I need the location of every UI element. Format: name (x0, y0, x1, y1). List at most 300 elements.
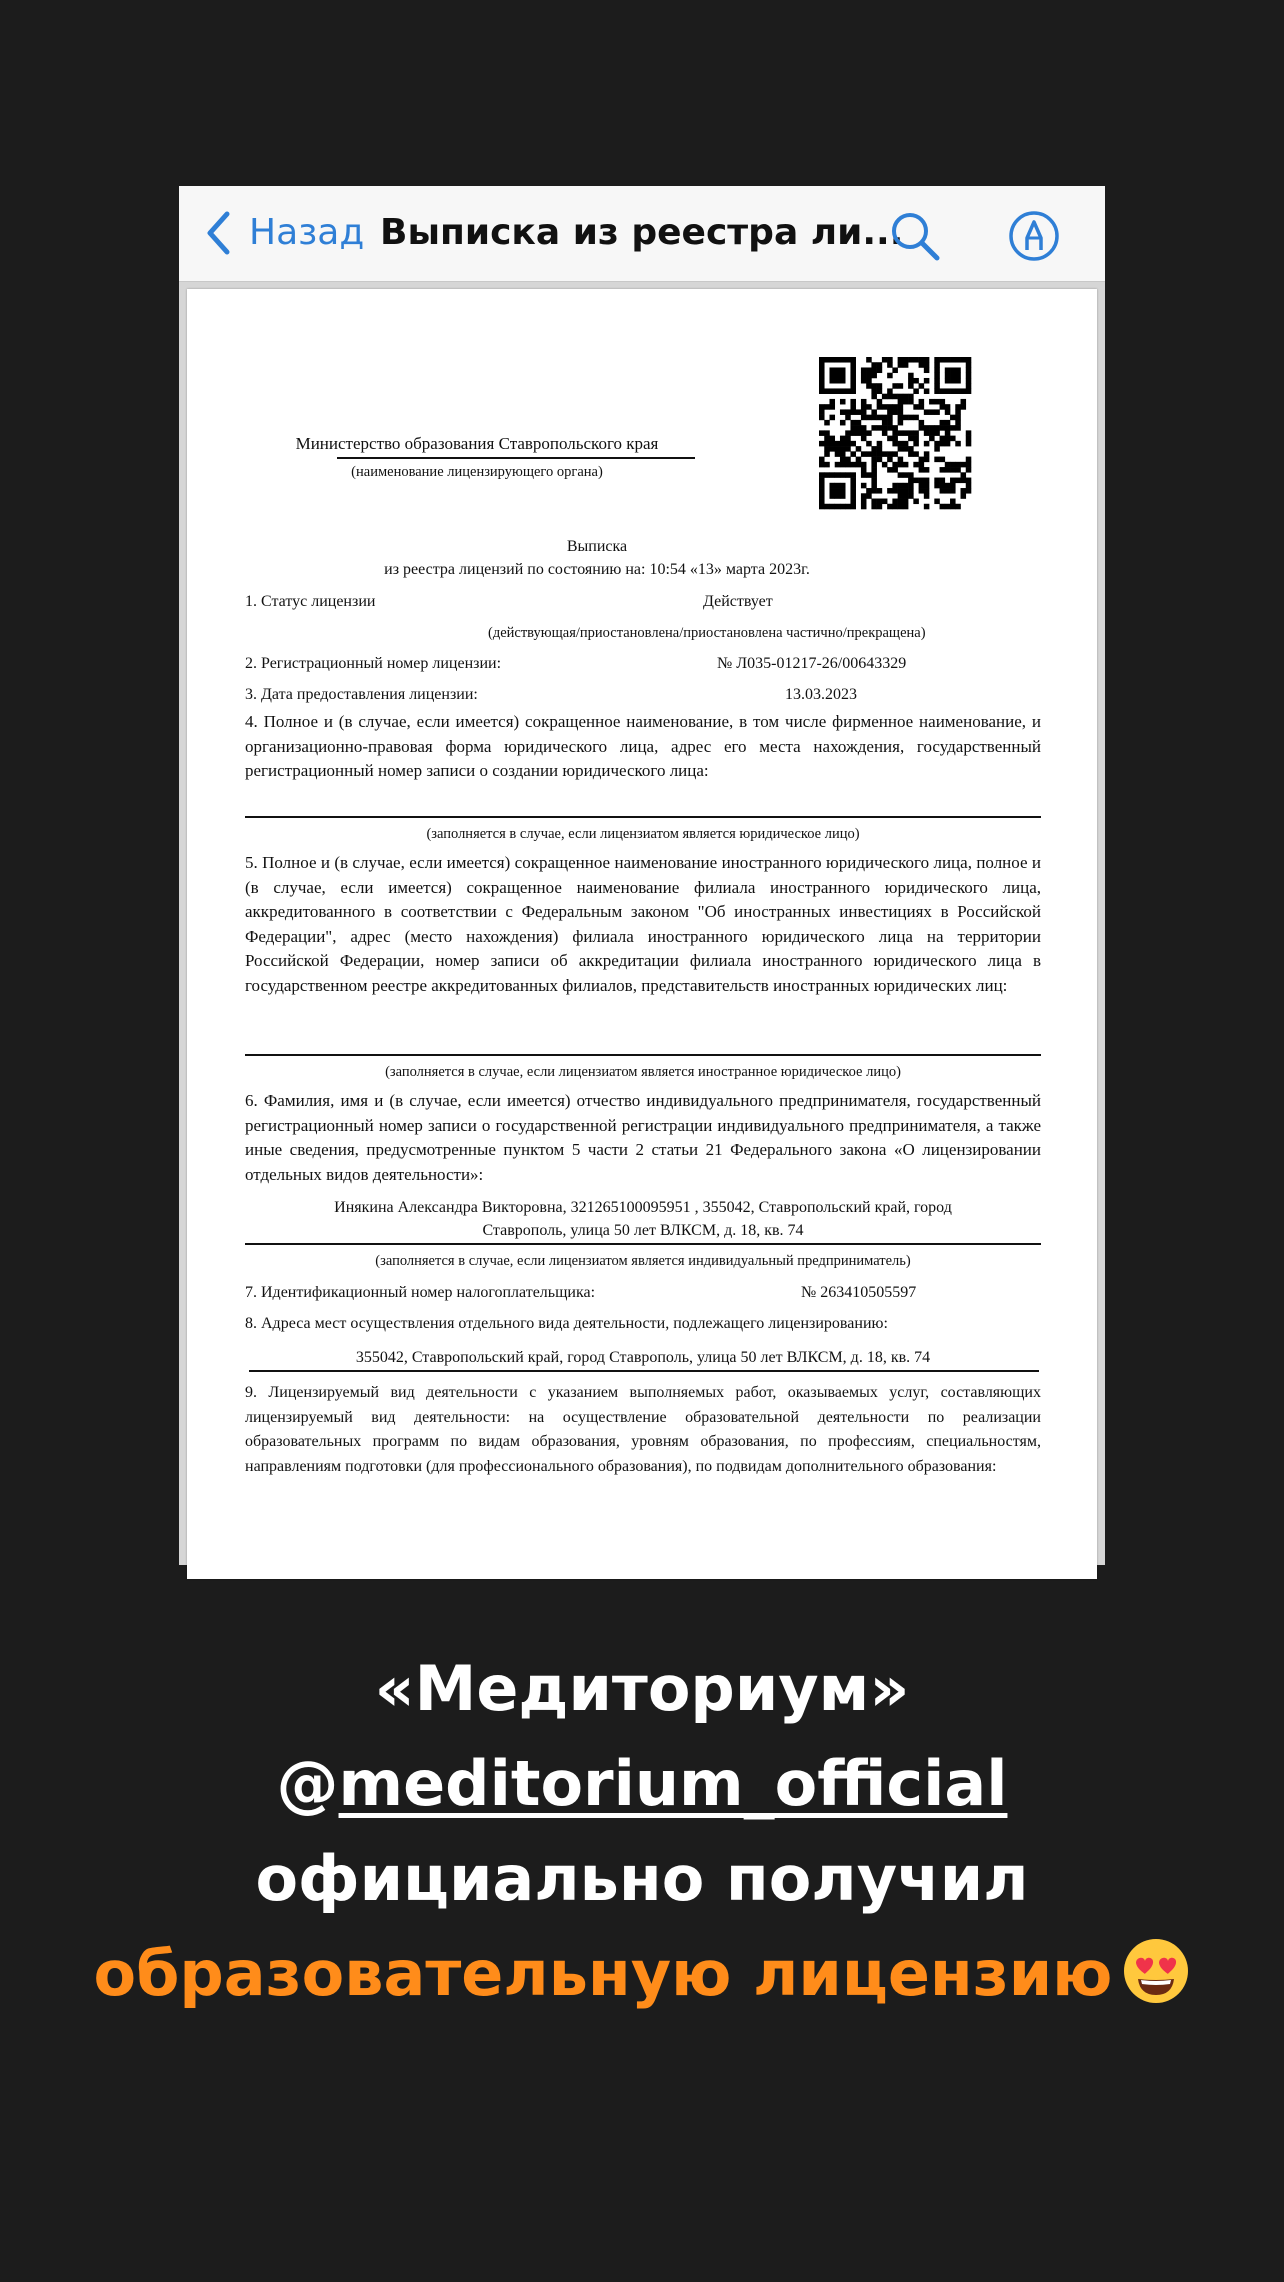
qr-module (892, 394, 898, 400)
qr-module (934, 378, 940, 384)
qr-module (850, 409, 856, 415)
qr-module (866, 488, 872, 494)
qr-module (866, 378, 872, 384)
qr-module (829, 367, 835, 373)
qr-module (892, 367, 898, 373)
qr-module (961, 462, 967, 468)
qr-module (898, 383, 904, 389)
qr-module (829, 373, 835, 379)
search-icon[interactable] (887, 208, 943, 264)
qr-module (819, 499, 825, 505)
item1-value: Действует (703, 593, 773, 610)
qr-module (955, 478, 961, 484)
qr-module (829, 504, 835, 510)
qr-module (945, 467, 951, 473)
qr-module (856, 457, 862, 463)
qr-module (845, 462, 851, 468)
qr-module (829, 493, 835, 499)
qr-module (835, 388, 841, 394)
qr-module (945, 425, 951, 431)
qr-module (829, 446, 835, 452)
item4-line (245, 816, 1041, 818)
qr-module (871, 388, 877, 394)
qr-module (871, 446, 877, 452)
qr-module (840, 462, 846, 468)
qr-module (919, 404, 925, 410)
qr-module (929, 399, 935, 405)
qr-module (940, 488, 946, 494)
qr-module (840, 409, 846, 415)
qr-module (924, 430, 930, 436)
qr-module (887, 373, 893, 379)
qr-module (866, 472, 872, 478)
qr-module (871, 472, 877, 478)
qr-module (898, 483, 904, 489)
qr-module (871, 478, 877, 484)
qr-module (903, 415, 909, 421)
qr-module (924, 378, 930, 384)
qr-module (945, 388, 951, 394)
qr-module (840, 483, 846, 489)
qr-module (866, 451, 872, 457)
qr-module (908, 436, 914, 442)
qr-module (850, 430, 856, 436)
qr-module (898, 488, 904, 494)
qr-module (892, 467, 898, 473)
qr-module (966, 467, 972, 473)
qr-module (908, 399, 914, 405)
qr-module (924, 425, 930, 431)
qr-module (871, 457, 877, 463)
qr-module (861, 499, 867, 505)
qr-module (940, 388, 946, 394)
item9-text: 9. Лицензируемый вид деятельности с указанием выполняемых работ, оказываемых услуг, составляющих лицензируемый вид деятельности: на осуществление образовательной деятельности по реализации образовательных программ по видам образования, уровням образования, по профессиям, специальностям, направлениям подготовки (для профессионального образования), по подвидам дополнительного образования: (245, 1384, 1041, 1475)
qr-module (966, 378, 972, 384)
qr-module (850, 488, 856, 494)
qr-module (934, 409, 940, 415)
qr-module (819, 441, 825, 447)
qr-module (819, 478, 825, 484)
qr-module (903, 394, 909, 400)
ministry-name: Министерство образования Ставропольского края (295, 434, 659, 453)
qr-module (829, 388, 835, 394)
qr-module (961, 404, 967, 410)
qr-module (824, 441, 830, 447)
qr-module (871, 367, 877, 373)
item3-label: 3. Дата предоставления лицензии: (245, 686, 478, 703)
qr-module (840, 457, 846, 463)
qr-module (950, 483, 956, 489)
qr-module (945, 404, 951, 410)
qr-module (934, 478, 940, 484)
qr-module (877, 425, 883, 431)
qr-module (824, 430, 830, 436)
qr-module (955, 378, 961, 384)
qr-module (850, 357, 856, 363)
qr-module (934, 373, 940, 379)
qr-module (877, 388, 883, 394)
qr-module (919, 383, 925, 389)
qr-module (856, 420, 862, 426)
qr-module (845, 472, 851, 478)
qr-module (840, 357, 846, 363)
qr-module (908, 483, 914, 489)
qr-module (840, 388, 846, 394)
qr-module (861, 451, 867, 457)
qr-module (835, 483, 841, 489)
qr-module (898, 493, 904, 499)
qr-module (955, 420, 961, 426)
qr-module (940, 425, 946, 431)
qr-module (961, 478, 967, 484)
qr-module (961, 472, 967, 478)
qr-module (835, 367, 841, 373)
qr-module (898, 415, 904, 421)
qr-module (908, 383, 914, 389)
item7-value: № 263410505597 (801, 1284, 917, 1301)
qr-module (871, 499, 877, 505)
qr-module (924, 357, 930, 363)
qr-module (861, 399, 867, 405)
qr-module (924, 478, 930, 484)
qr-module (913, 415, 919, 421)
qr-module (934, 383, 940, 389)
qr-module (835, 357, 841, 363)
qr-module (861, 436, 867, 442)
qr-module (887, 404, 893, 410)
qr-module (887, 388, 893, 394)
qr-module (934, 441, 940, 447)
qr-module (887, 420, 893, 426)
qr-module (824, 436, 830, 442)
qr-module (882, 451, 888, 457)
qr-module (856, 430, 862, 436)
qr-module (835, 446, 841, 452)
qr-module (819, 373, 825, 379)
qr-module (903, 493, 909, 499)
qr-module (934, 483, 940, 489)
qr-module (824, 451, 830, 457)
item6-value-line1: Инякина Александра Викторовна, 321265100095951 , 355042, Ставропольский край, город (334, 1199, 952, 1216)
qr-module (840, 436, 846, 442)
instagram-handle-link[interactable]: meditorium_official (338, 1747, 1008, 1820)
qr-module (913, 441, 919, 447)
qr-module (919, 357, 925, 363)
item3-value: 13.03.2023 (785, 686, 857, 703)
markup-pen-icon[interactable] (1006, 208, 1062, 264)
caption-line2 (0, 1736, 1284, 1831)
qr-module (919, 457, 925, 463)
qr-module (950, 373, 956, 379)
qr-module (955, 425, 961, 431)
qr-module (908, 451, 914, 457)
qr-module (866, 415, 872, 421)
qr-module (950, 388, 956, 394)
qr-module (887, 409, 893, 415)
qr-module (850, 420, 856, 426)
qr-module (845, 436, 851, 442)
qr-module (966, 373, 972, 379)
qr-module (835, 462, 841, 468)
qr-module (819, 404, 825, 410)
qr-module (877, 399, 883, 405)
qr-module (955, 357, 961, 363)
qr-module (961, 399, 967, 405)
qr-module (903, 504, 909, 510)
item8-label: 8. Адреса мест осуществления отдельного вида деятельности, подлежащего лицензированию: (245, 1315, 888, 1332)
qr-module (955, 415, 961, 421)
qr-module (850, 404, 856, 410)
qr-module (861, 367, 867, 373)
qr-module (819, 483, 825, 489)
qr-module (892, 436, 898, 442)
qr-module (877, 488, 883, 494)
qr-module (940, 504, 946, 510)
qr-module (856, 462, 862, 468)
qr-module (945, 367, 951, 373)
pdf-viewer-screenshot (179, 186, 1105, 1565)
qr-module (866, 441, 872, 447)
qr-module (898, 462, 904, 468)
qr-module (924, 488, 930, 494)
qr-module (934, 357, 940, 363)
qr-module (892, 504, 898, 510)
qr-module (892, 499, 898, 505)
qr-module (950, 425, 956, 431)
qr-module (871, 415, 877, 421)
qr-module (850, 478, 856, 484)
qr-module (924, 409, 930, 415)
qr-module (913, 404, 919, 410)
qr-module (845, 415, 851, 421)
qr-module (929, 430, 935, 436)
qr-module (829, 488, 835, 494)
qr-module (945, 373, 951, 379)
qr-module (908, 472, 914, 478)
qr-module (835, 441, 841, 447)
qr-module (934, 457, 940, 463)
qr-module (934, 388, 940, 394)
qr-module (955, 404, 961, 410)
item8-line (249, 1370, 1039, 1372)
qr-module (966, 462, 972, 468)
qr-module (903, 483, 909, 489)
qr-module (919, 478, 925, 484)
qr-module (850, 367, 856, 373)
qr-module (882, 357, 888, 363)
qr-module (824, 446, 830, 452)
caption-line4-text: образовательную лицензию (93, 1937, 1113, 2010)
qr-module (950, 478, 956, 484)
qr-module (966, 457, 972, 463)
qr-module (850, 378, 856, 384)
qr-module (824, 472, 830, 478)
qr-module (819, 383, 825, 389)
qr-module (903, 462, 909, 468)
qr-module (924, 467, 930, 473)
qr-module (945, 357, 951, 363)
qr-module (819, 462, 825, 468)
qr-module (824, 420, 830, 426)
qr-module (877, 367, 883, 373)
qr-module (892, 462, 898, 468)
qr-module (877, 499, 883, 505)
qr-module (950, 467, 956, 473)
qr-module (871, 394, 877, 400)
qr-module (871, 462, 877, 468)
qr-module (934, 430, 940, 436)
qr-module (861, 425, 867, 431)
qr-module (840, 367, 846, 373)
qr-module (903, 446, 909, 452)
document-page (187, 289, 1097, 1579)
qr-module (940, 357, 946, 363)
qr-module (898, 394, 904, 400)
qr-module (898, 499, 904, 505)
qr-module (845, 504, 851, 510)
qr-module (908, 378, 914, 384)
qr-module (835, 488, 841, 494)
qr-module (898, 504, 904, 510)
qr-module (887, 425, 893, 431)
qr-module (892, 425, 898, 431)
qr-module (877, 457, 883, 463)
qr-module (945, 436, 951, 442)
caption-at-sign: @ (276, 1747, 339, 1820)
qr-module (924, 362, 930, 368)
qr-module (919, 420, 925, 426)
qr-module (961, 493, 967, 499)
qr-module (934, 425, 940, 431)
qr-module (892, 409, 898, 415)
qr-module (829, 404, 835, 410)
qr-module (940, 457, 946, 463)
qr-module (887, 436, 893, 442)
qr-module (835, 493, 841, 499)
qr-module (919, 462, 925, 468)
qr-module (829, 441, 835, 447)
item7-label: 7. Идентификационный номер налогоплательщика: (245, 1284, 596, 1301)
qr-module (955, 467, 961, 473)
qr-module (850, 399, 856, 405)
qr-module (871, 409, 877, 415)
qr-module (871, 483, 877, 489)
qr-module (924, 388, 930, 394)
item5-line (245, 1054, 1041, 1056)
qr-module (840, 441, 846, 447)
qr-module (950, 378, 956, 384)
qr-module (871, 488, 877, 494)
ministry-underline (337, 457, 695, 459)
item6-value-line2: Ставрополь, улица 50 лет ВЛКСМ, д. 18, кв. 74 (482, 1222, 804, 1239)
qr-module (961, 388, 967, 394)
qr-module (882, 394, 888, 400)
qr-module (934, 446, 940, 452)
qr-module (898, 362, 904, 368)
qr-module (898, 409, 904, 415)
qr-module (871, 362, 877, 368)
qr-module (898, 441, 904, 447)
qr-module (835, 504, 841, 510)
qr-module (945, 483, 951, 489)
qr-module (966, 357, 972, 363)
qr-module (824, 462, 830, 468)
qr-module (898, 404, 904, 410)
qr-module (835, 373, 841, 379)
qr-module (840, 493, 846, 499)
qr-module (840, 373, 846, 379)
qr-module (861, 462, 867, 468)
qr-module (924, 451, 930, 457)
qr-module (861, 504, 867, 510)
qr-module (950, 488, 956, 494)
qr-module (913, 357, 919, 363)
qr-module (961, 357, 967, 363)
qr-module (882, 430, 888, 436)
qr-module (882, 415, 888, 421)
qr-module (940, 399, 946, 405)
item6-line (245, 1243, 1041, 1245)
qr-module (850, 425, 856, 431)
qr-module (882, 420, 888, 426)
qr-module (877, 504, 883, 510)
qr-module (850, 373, 856, 379)
qr-module (856, 425, 862, 431)
qr-module (871, 373, 877, 379)
qr-module (898, 420, 904, 426)
qr-module (919, 488, 925, 494)
qr-module (903, 441, 909, 447)
qr-module (934, 362, 940, 368)
qr-module (877, 383, 883, 389)
qr-module (850, 441, 856, 447)
qr-module (829, 483, 835, 489)
qr-module (892, 404, 898, 410)
qr-module (845, 357, 851, 363)
qr-module (887, 467, 893, 473)
qr-module (908, 478, 914, 484)
qr-module (877, 446, 883, 452)
back-label: Назад (249, 212, 365, 253)
qr-module (866, 493, 872, 499)
qr-module (824, 404, 830, 410)
qr-module (840, 451, 846, 457)
qr-module (887, 451, 893, 457)
qr-module (871, 425, 877, 431)
qr-module (892, 483, 898, 489)
qr-module (850, 483, 856, 489)
qr-module (882, 425, 888, 431)
back-button[interactable] (205, 208, 364, 258)
qr-module (913, 388, 919, 394)
item6-text: 6. Фамилия, имя и (в случае, если имеется) отчество индивидуального предпринимателя, государственный регистрационный номер записи о государственной регистрации индивидуального предпринимателя, а также иные сведения, предусмотренные пунктом 5 части 2 статьи 21 Федерального закона «О лицензировании отдельных видов деятельности»: (245, 1091, 1041, 1184)
qr-module (892, 383, 898, 389)
qr-module (892, 430, 898, 436)
qr-module (887, 394, 893, 400)
qr-module (950, 462, 956, 468)
qr-module (819, 493, 825, 499)
qr-module (871, 451, 877, 457)
qr-module (871, 467, 877, 473)
qr-module (866, 404, 872, 410)
qr-module (850, 388, 856, 394)
caption-line3: официально получил (255, 1842, 1029, 1915)
qr-module (866, 430, 872, 436)
qr-module (866, 383, 872, 389)
qr-module (840, 446, 846, 452)
qr-module (845, 409, 851, 415)
qr-module (856, 409, 862, 415)
